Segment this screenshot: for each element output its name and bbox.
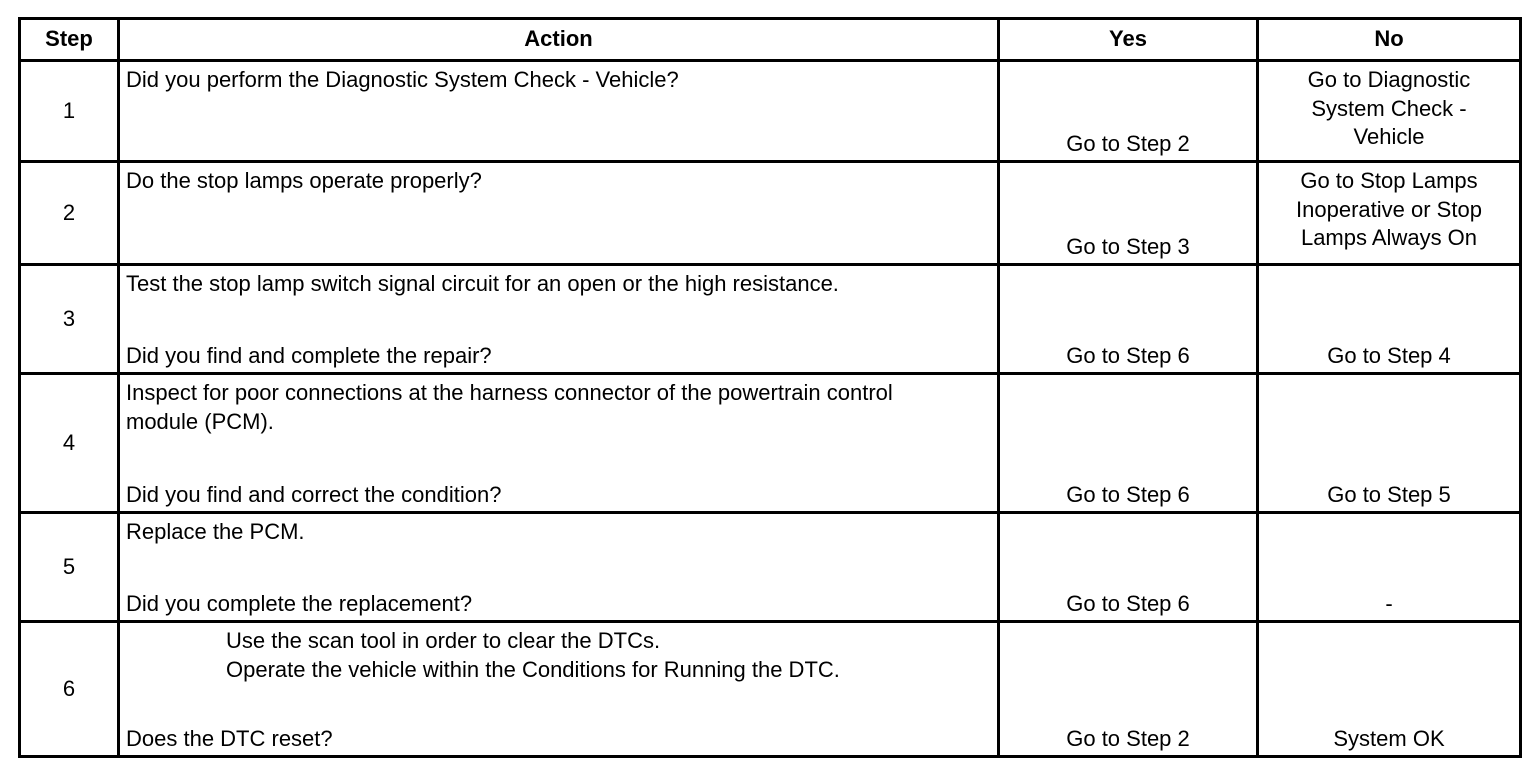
step-number: 1 <box>20 61 119 162</box>
action-cell <box>119 622 999 757</box>
action-question: Did you find and correct the condition? <box>126 481 502 507</box>
no-cell: Go to Step 5 <box>1258 374 1521 513</box>
table-row <box>20 622 1521 757</box>
header-yes: Yes <box>999 19 1258 61</box>
action-text: Did you perform the Diagnostic System Check - Vehicle? <box>126 67 679 92</box>
action-text: Test the stop lamp switch signal circuit for an open or the high resistance. <box>126 271 839 296</box>
action-cell <box>119 374 999 513</box>
diagnostic-table <box>18 17 1522 758</box>
header-row <box>20 19 1521 61</box>
step-number: 2 <box>20 162 119 265</box>
no-cell: Go to Stop Lamps Inoperative or Stop Lamps Always On <box>1258 162 1521 265</box>
yes-cell: Go to Step 6 <box>999 265 1258 374</box>
table-row <box>20 162 1521 265</box>
no-cell: - <box>1258 513 1521 622</box>
yes-cell: Go to Step 2 <box>999 622 1258 757</box>
action-cell <box>119 265 999 374</box>
no-cell: Go to Diagnostic System Check - Vehicle <box>1258 61 1521 162</box>
step-number: 5 <box>20 513 119 622</box>
action-cell <box>119 513 999 622</box>
header-step: Step <box>20 19 119 61</box>
yes-cell: Go to Step 6 <box>999 374 1258 513</box>
table-row <box>20 265 1521 374</box>
action-text: Do the stop lamps operate properly? <box>126 168 482 193</box>
action-question: Did you complete the replacement? <box>126 590 473 616</box>
header-action: Action <box>119 19 999 61</box>
action-text: Replace the PCM. <box>126 519 305 544</box>
no-cell: System OK <box>1258 622 1521 757</box>
table-row <box>20 374 1521 513</box>
table-row <box>20 61 1521 162</box>
yes-cell: Go to Step 6 <box>999 513 1258 622</box>
action-text: Use the scan tool in order to clear the DTCs. <box>226 628 661 653</box>
action-cell <box>119 61 999 162</box>
step-number: 3 <box>20 265 119 374</box>
yes-cell: Go to Step 2 <box>999 61 1258 162</box>
no-cell: Go to Step 4 <box>1258 265 1521 374</box>
step-number: 4 <box>20 374 119 513</box>
action-question: Does the DTC reset? <box>126 725 333 751</box>
step-number: 6 <box>20 622 119 757</box>
table-row <box>20 513 1521 622</box>
action-question: Did you find and complete the repair? <box>126 342 492 368</box>
action-cell <box>119 162 999 265</box>
action-text: Inspect for poor connections at the harness connector of the powertrain control module (PCM). <box>126 380 893 434</box>
header-no: No <box>1258 19 1521 61</box>
yes-cell: Go to Step 3 <box>999 162 1258 265</box>
action-text: Operate the vehicle within the Conditions for Running the DTC. <box>226 656 840 682</box>
